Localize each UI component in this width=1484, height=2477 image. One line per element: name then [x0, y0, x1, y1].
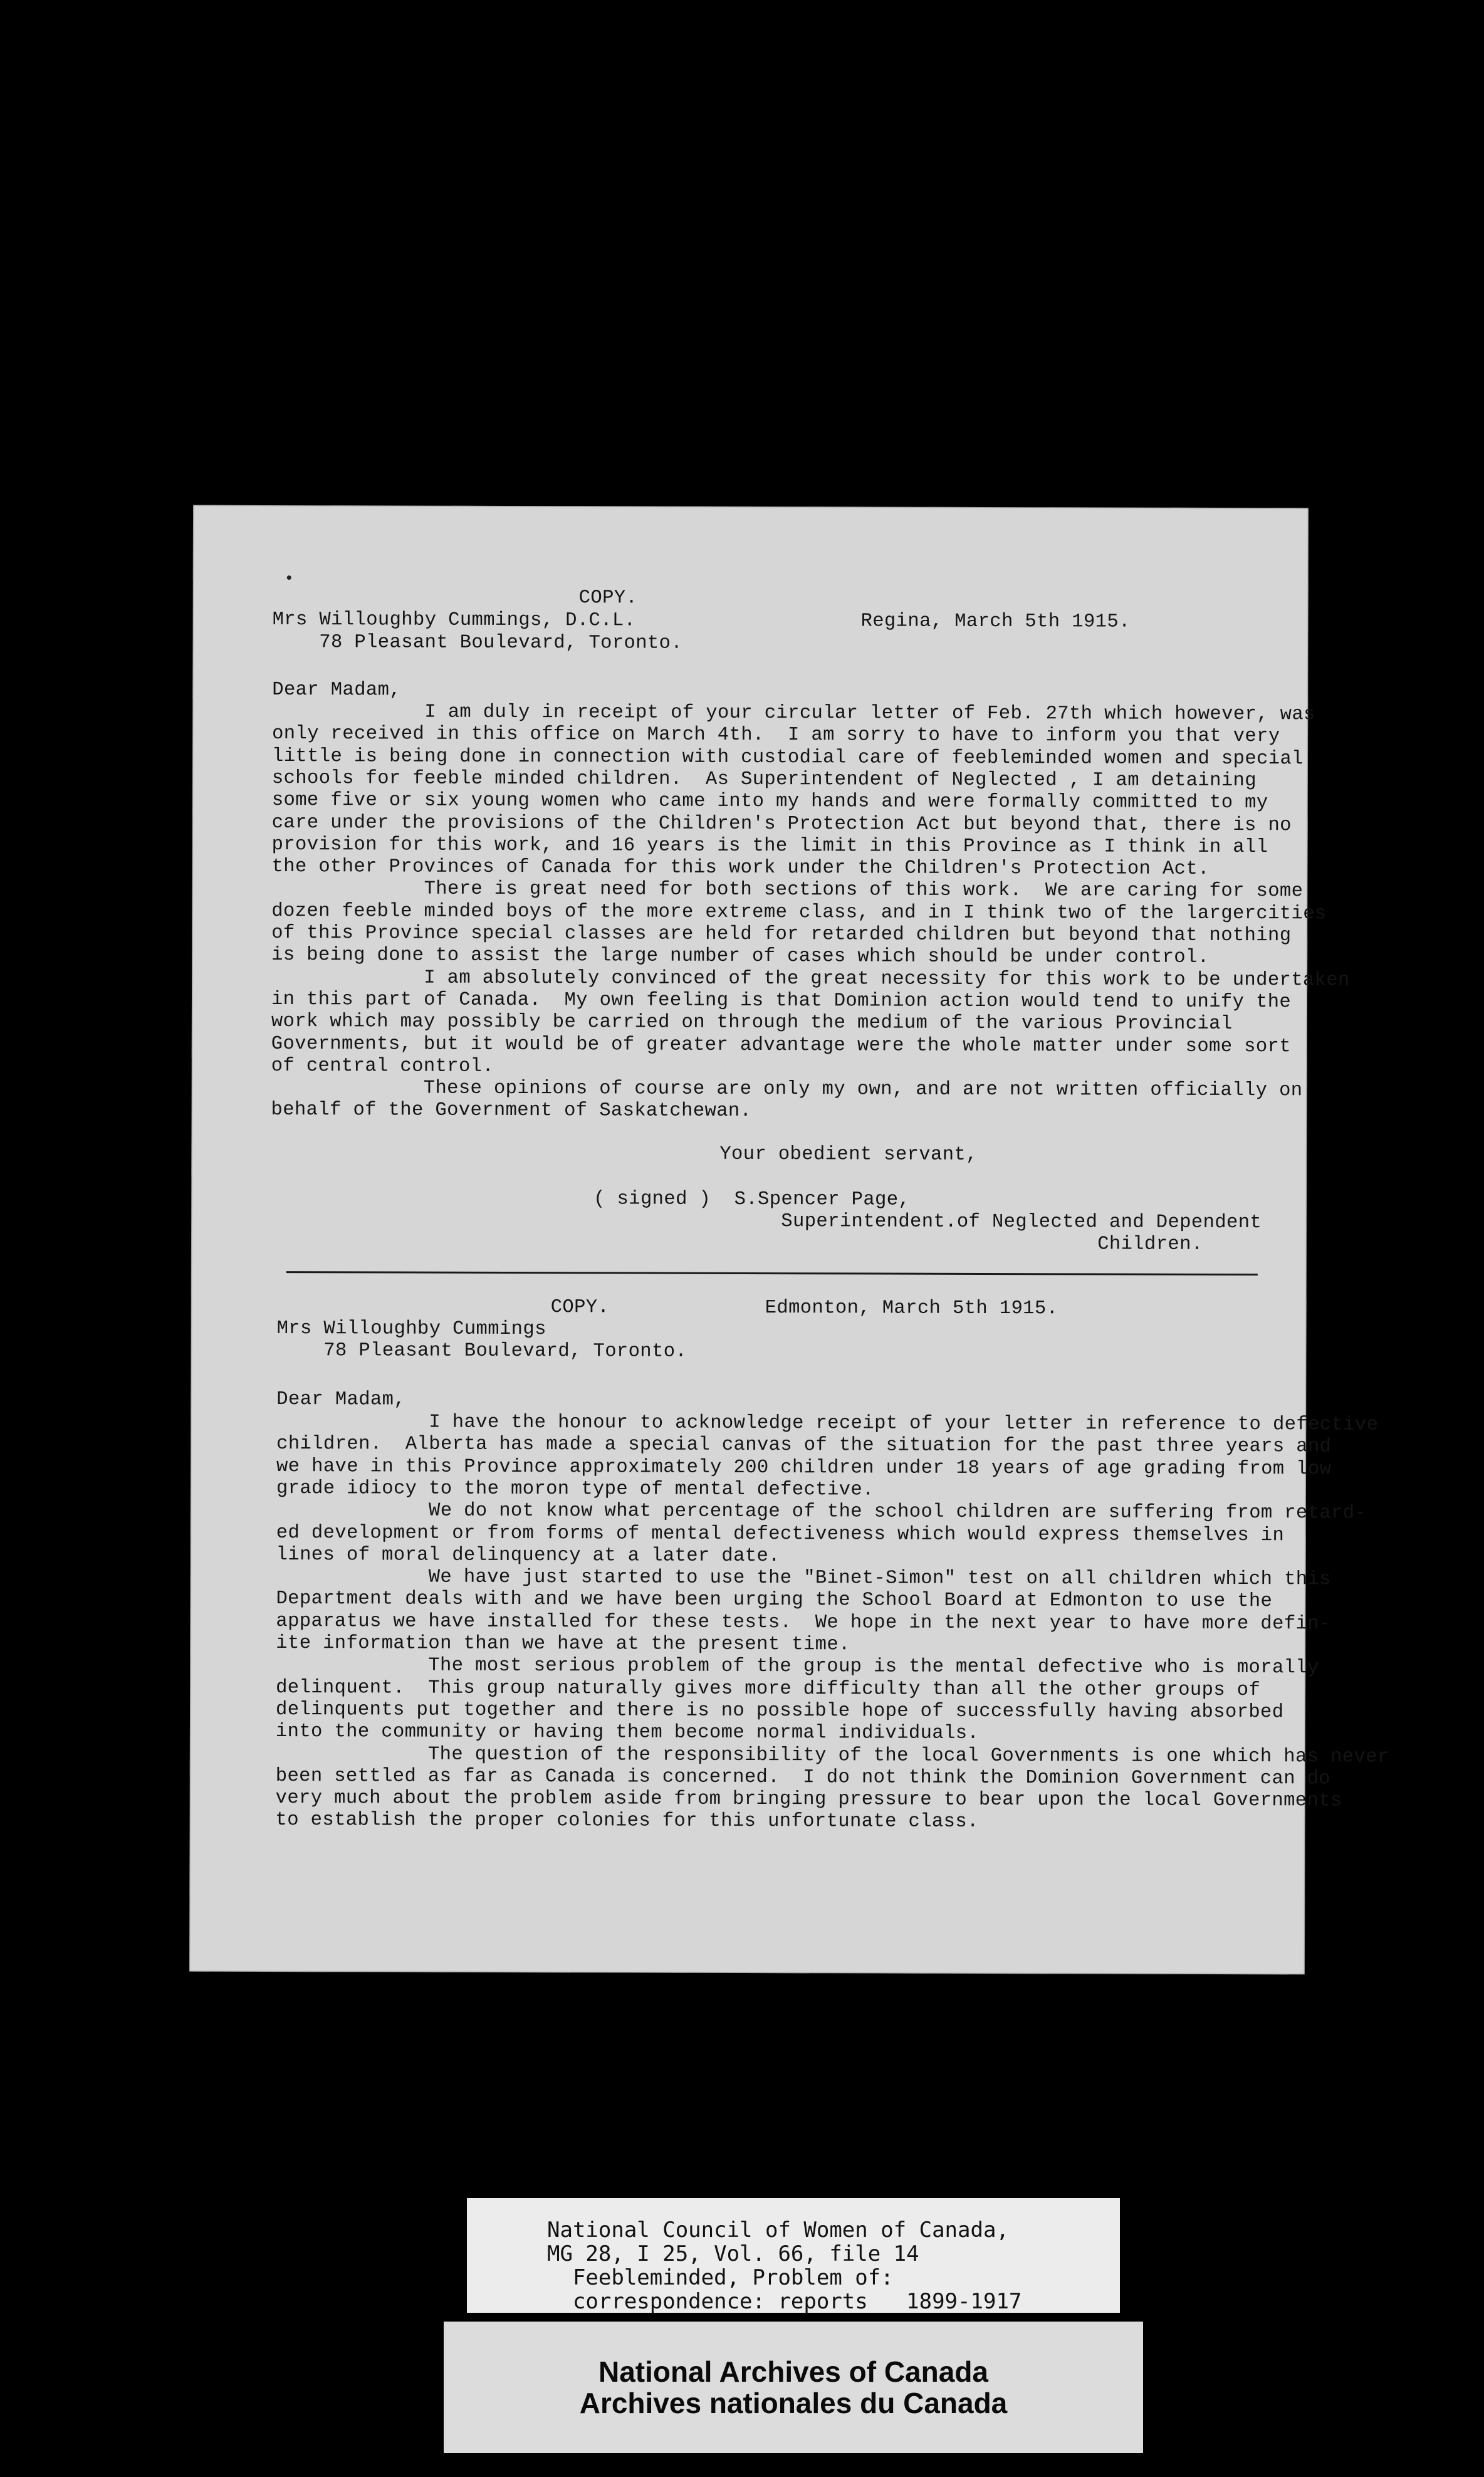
letter1-line: I am absolutely convinced of the great necessity for this work to be undertaken — [271, 966, 1350, 992]
letter1-closing: Your obedient servant, — [719, 1143, 978, 1166]
national-archives-stamp — [444, 2322, 1143, 2453]
archives-name-french: Archives nationales du Canada — [579, 2387, 1008, 2419]
letter2-copy-heading: COPY. — [550, 1297, 610, 1319]
letter1-line: There is great need for both sections of this work. We are caring for some — [271, 878, 1304, 903]
letter1-line: schools for feeble minded children. As Superintendent of Neglected , I am detaining — [271, 767, 1257, 792]
letter2-line: children. Alberta has made a special canvas of the situation for the past three years and — [276, 1433, 1332, 1458]
letter1-line: work which may possibly be carried on through the medium of the various Provincial — [271, 1011, 1233, 1035]
letter2-line: been settled as far as Canada is concerned. I do not think the Dominion Government can do — [275, 1765, 1331, 1790]
letter2-line: We have just started to use the "Binet-Simon" test on all children which this — [276, 1566, 1331, 1591]
letter1-line: only received in this office on March 4th. I am sorry to have to inform you that very — [272, 723, 1280, 748]
letter2-line: The most serious problem of the group is the mental defective who is morally — [276, 1655, 1319, 1679]
letter1-line: is being done to assist the large number of cases which should be under control. — [271, 945, 1210, 969]
letter1-line: of this Province special classes are held for retarded children but beyond that nothing — [271, 923, 1292, 947]
letter2-salutation: Dear Madam, — [276, 1389, 406, 1411]
document-page — [189, 505, 1389, 1975]
letter2-line: ite information than we have at the present time. — [276, 1633, 850, 1656]
letter1-line: These opinions of course are only my own, and are not written officially on — [271, 1077, 1303, 1102]
letter1-copy-heading: COPY. — [578, 587, 638, 609]
letter2-line: lines of moral delinquency at a later date. — [276, 1544, 780, 1567]
archive-label-line: Feebleminded, Problem of: — [547, 2265, 894, 2290]
letter2-place-date: Edmonton, March 5th 1915. — [765, 1297, 1058, 1320]
letter2-line: ed development or from forms of mental defectiveness which would express themselves in — [276, 1522, 1285, 1546]
letter1-line: little is being done in connection with custodial care of feebleminded women and special — [271, 745, 1304, 770]
letter1-line: provision for this work, and 16 years is the limit in this Province as I think in all — [271, 834, 1268, 858]
letter2-line: The question of the responsibility of the local Governments is one which has never — [275, 1743, 1389, 1768]
letter1-line: of central control. — [271, 1055, 494, 1077]
letter1-signature: ( signed ) S.Spencer Page, — [593, 1188, 911, 1211]
separator-line — [286, 1271, 1258, 1275]
letter2-line: I have the honour to acknowledge receipt of your letter in reference to defective — [276, 1411, 1379, 1436]
letter1-line: Governments, but it would be of greater advantage were the whole matter under some sort — [271, 1033, 1292, 1057]
letter1-place-date: Regina, March 5th 1915. — [860, 610, 1131, 633]
letter2-line: we have in this Province approximately 200 children under 18 years of age grading from low — [276, 1455, 1332, 1480]
letter1-signature-title: Superintendent.of Neglected and Dependent — [593, 1210, 1262, 1234]
letter1-line: in this part of Canada. My own feeling is that Dominion action would tend to unify the — [271, 988, 1292, 1013]
letter2-line: apparatus we have installed for these tests. We hope in the next year to have more defin- — [276, 1610, 1331, 1635]
letter2-addressee-address: 78 Pleasant Boulevard, Toronto. — [276, 1340, 687, 1363]
letter2-line: delinquents put together and there is no possible hope of successfully having absorbed — [275, 1699, 1284, 1724]
letter1-addressee-address: 78 Pleasant Boulevard, Toronto. — [272, 632, 683, 654]
archive-label-line: National Council of Women of Canada, — [547, 2218, 1009, 2243]
letter1-line: behalf of the Government of Saskatchewan. — [271, 1099, 752, 1123]
letter1-line: I am duly in receipt of your circular letter of Feb. 27th which however, was — [272, 701, 1315, 726]
letter2-line: grade idiocy to the moron type of mental defective. — [276, 1477, 874, 1501]
letter1-line: care under the provisions of the Children's Protection Act but beyond that, there is no — [271, 812, 1292, 836]
letter2-addressee-name: Mrs Willoughby Cummings — [276, 1318, 546, 1341]
letter2-line: We do not know what percentage of the school children are suffering from retard- — [276, 1500, 1367, 1524]
letter2-line: Department deals with and we have been urging the School Board at Edmonton to use the — [276, 1588, 1273, 1613]
letter2-line: very much about the problem aside from bringing pressure to bear upon the local Governments — [275, 1788, 1342, 1812]
letter1-salutation: Dear Madam, — [272, 679, 402, 701]
paper-speck — [287, 575, 291, 580]
archive-label-line: MG 28, I 25, Vol. 66, file 14 — [547, 2241, 919, 2266]
archive-reference-label — [467, 2198, 1120, 2313]
letter1-line: the other Provinces of Canada for this work under the Children's Protection Act. — [271, 856, 1210, 881]
archives-name-english: National Archives of Canada — [598, 2355, 988, 2388]
letter1-signature-title: Children. — [593, 1232, 1203, 1255]
archive-label-line: correspondence: reports 1899-1917 — [547, 2289, 1022, 2314]
letter1-line: some five or six young women who came into my hands and were formally committed to my — [271, 790, 1268, 814]
letter1-line: dozen feeble minded boys of the more extreme class, and in I think two of the largercities — [271, 900, 1327, 925]
letter1-addressee-name: Mrs Willoughby Cummings, D.C.L. — [272, 609, 636, 632]
letter2-line: into the community or having them become normal individuals. — [275, 1721, 980, 1745]
letter2-line: delinquent. This group naturally gives more difficulty than all the other groups of — [276, 1677, 1261, 1701]
letter2-line: to establish the proper colonies for this unfortunate class. — [275, 1809, 979, 1833]
